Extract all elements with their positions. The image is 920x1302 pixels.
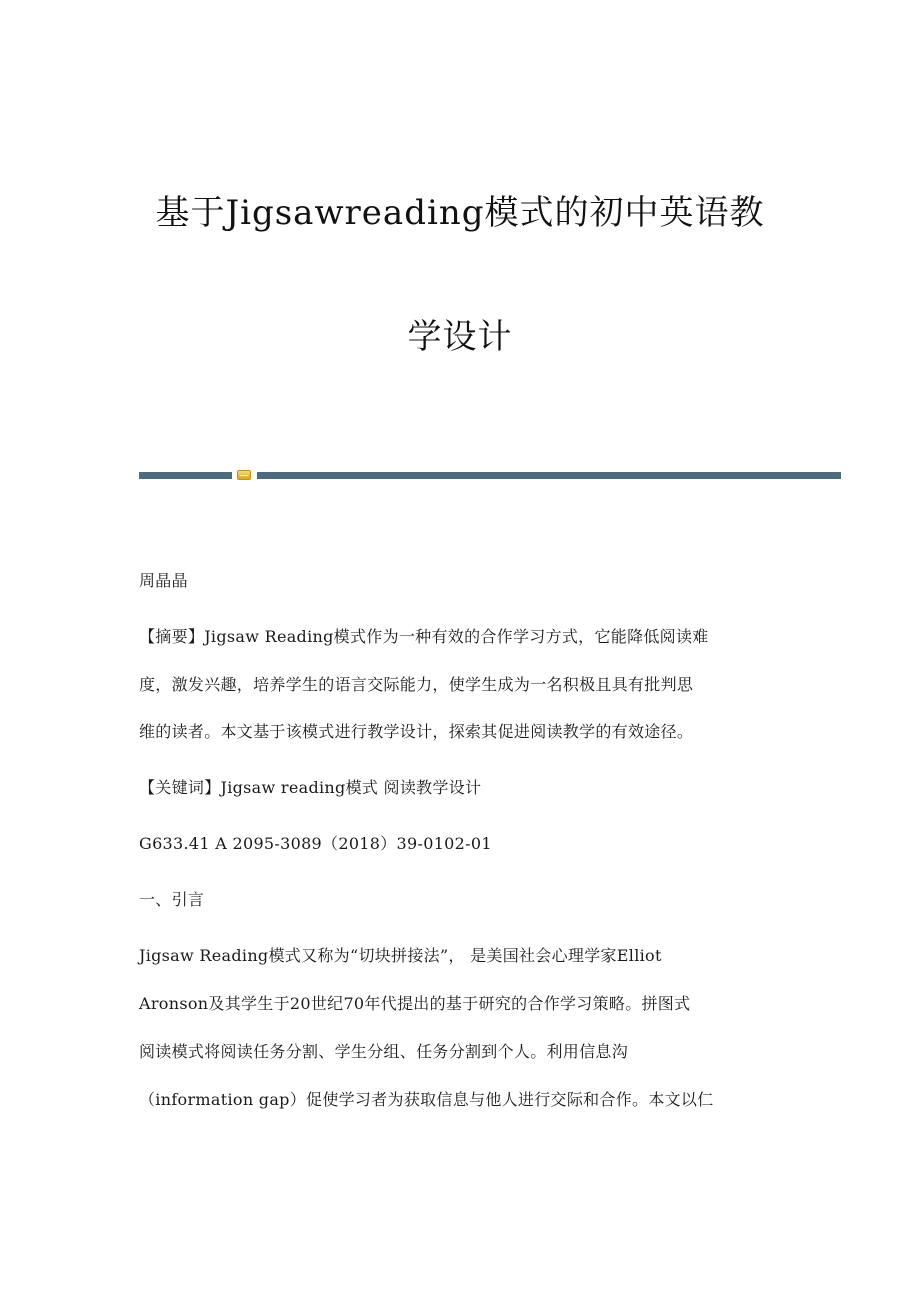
title-divider [139,470,841,480]
divider-bar-right [257,472,841,479]
body-text-line: （information gap）促使学习者为获取信息与他人进行交际和合作。本文以仁 [139,1090,714,1109]
divider-bar-left [139,472,232,479]
section-heading: 一、引言 [139,890,205,909]
abstract-line: 度，激发兴趣，培养学生的语言交际能力，使学生成为一名积极且具有批判思 [139,675,694,694]
body-text-line: Jigsaw Reading模式又称为“切块拼接法”， 是美国社会心理学家Elliot [139,946,662,965]
abstract-line: 维的读者。本文基于该模式进行教学设计，探索其促进阅读教学的有效途径。 [139,722,694,741]
divider-ornament-icon [237,470,251,480]
classification-code: G633.41 A 2095-3089（2018）39-0102-01 [139,834,492,853]
keywords: 【关键词】Jigsaw reading模式 阅读教学设计 [139,778,482,797]
abstract-line: 【摘要】Jigsaw Reading模式作为一种有效的合作学习方式，它能降低阅读难 [139,627,709,646]
author-name: 周晶晶 [139,571,188,590]
document-title-line-1: 基于Jigsawreading模式的初中英语教 [155,193,765,233]
body-text-line: 阅读模式将阅读任务分割、学生分组、任务分割到个人。利用信息沟 [139,1042,629,1061]
body-text-line: Aronson及其学生于20世纪70年代提出的基于研究的合作学习策略。拼图式 [139,994,691,1013]
document-title-line-2: 学设计 [407,317,513,357]
